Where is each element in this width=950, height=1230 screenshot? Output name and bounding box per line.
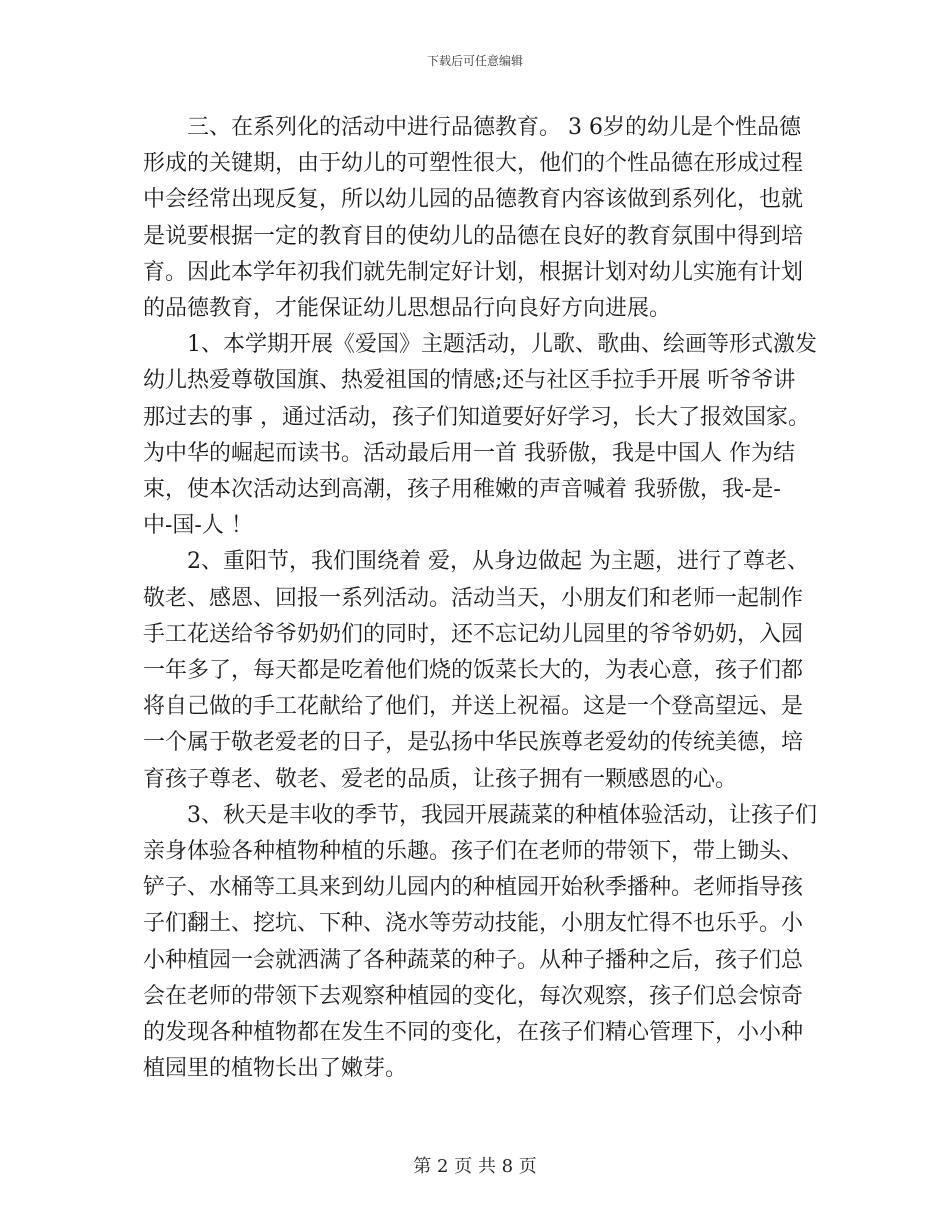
paragraph-line: 将自己做的手工花献给了他们，并送上祝福。这是一个登高望远、是 xyxy=(143,694,804,720)
paragraph-line: 的发现各种植物都在发生不同的变化，在孩子们精心管理下，小小种 xyxy=(143,1020,804,1046)
paragraph-line: 一年多了，每天都是吃着他们烧的饭菜长大的，为表心意，孩子们都 xyxy=(143,658,804,684)
document-body xyxy=(143,110,817,1087)
paragraph-item-1 xyxy=(143,327,817,544)
paragraph-line: 3、秋天是丰收的季节，我园开展蔬菜的种植体验活动，让孩子们 xyxy=(187,802,817,828)
paragraph-line: 植园里的植物长出了嫩芽。 xyxy=(143,1056,408,1082)
page-header xyxy=(0,52,950,69)
paragraph-line: 子们翻土、挖坑、下种、浇水等劳动技能，小朋友忙得不也乐乎。小 xyxy=(143,911,804,937)
paragraph-line: 育。因此本学年初我们就先制定好计划，根据计划对幼儿实施有计划 xyxy=(143,259,804,285)
paragraph-section-three xyxy=(143,110,807,327)
paragraph-line: 是说要根据一定的教育目的使幼儿的品德在良好的教育氛围中得到培 xyxy=(143,223,804,249)
paragraph-line: 小种植园一会就洒满了各种蔬菜的种子。从种子播种之后，孩子们总 xyxy=(143,947,804,973)
paragraph-line: 铲子、水桶等工具来到幼儿园内的种植园开始秋季播种。老师指导孩 xyxy=(143,875,804,901)
paragraph-line: 敬老、感恩、回报一系列活动。活动当天，小朋友们和老师一起制作 xyxy=(143,585,804,611)
paragraph-line: 形成的关键期，由于幼儿的可塑性很大，他们的个性品德在形成过程 xyxy=(143,151,804,177)
paragraph-line: 束，使本次活动达到高潮，孩子用稚嫩的声音喊着 我骄傲，我-是- xyxy=(143,477,781,503)
paragraph-line: 2、重阳节，我们围绕着 爱，从身边做起 为主题，进行了尊老、 xyxy=(187,549,809,575)
paragraph-line: 幼儿热爱尊敬国旗、热爱祖国的情感;还与社区手拉手开展 听爷爷讲 xyxy=(143,368,796,394)
page-number: 第 2 页 共 8 页 xyxy=(413,1156,537,1177)
paragraph-line: 三、在系列化的活动中进行品德教育。 3 6岁的幼儿是个性品德 xyxy=(187,115,801,140)
paragraph-line: 中-国-人 ！ xyxy=(143,513,253,539)
paragraph-line: 会在老师的带领下去观察种植园的变化，每次观察，孩子们总会惊奇 xyxy=(143,983,804,1009)
paragraph-item-2 xyxy=(143,544,807,797)
paragraph-line: 1、本学期开展《爱国》主题活动，儿歌、歌曲、绘画等形式激发 xyxy=(187,332,817,358)
paragraph-line: 的品德教育，才能保证幼儿思想品行向良好方向进展。 xyxy=(143,296,672,322)
paragraph-item-3 xyxy=(143,798,817,1088)
paragraph-line: 为中华的崛起而读书。活动最后用一首 我骄傲，我是中国人 作为结 xyxy=(143,440,795,466)
paragraph-line: 中会经常出现反复，所以幼儿园的品德教育内容该做到系列化，也就 xyxy=(143,187,804,213)
paragraph-line: 手工花送给爷爷奶奶们的同时，还不忘记幼儿园里的爷爷奶奶，入园 xyxy=(143,621,804,647)
paragraph-line: 那过去的事 ，通过活动，孩子们知道要好好学习，长大了报效国家。 xyxy=(143,404,810,430)
paragraph-line: 育孩子尊老、敬老、爱老的品质，让孩子拥有一颗感恩的心。 xyxy=(143,766,738,792)
header-text: 下载后可任意编辑 xyxy=(426,54,523,68)
paragraph-line: 亲身体验各种植物种植的乐趣。孩子们在老师的带领下，带上锄头、 xyxy=(143,839,804,865)
paragraph-line: 一个属于敬老爱老的日子，是弘扬中华民族尊老爱幼的传统美德，培 xyxy=(143,730,804,756)
page-footer xyxy=(0,1152,950,1178)
